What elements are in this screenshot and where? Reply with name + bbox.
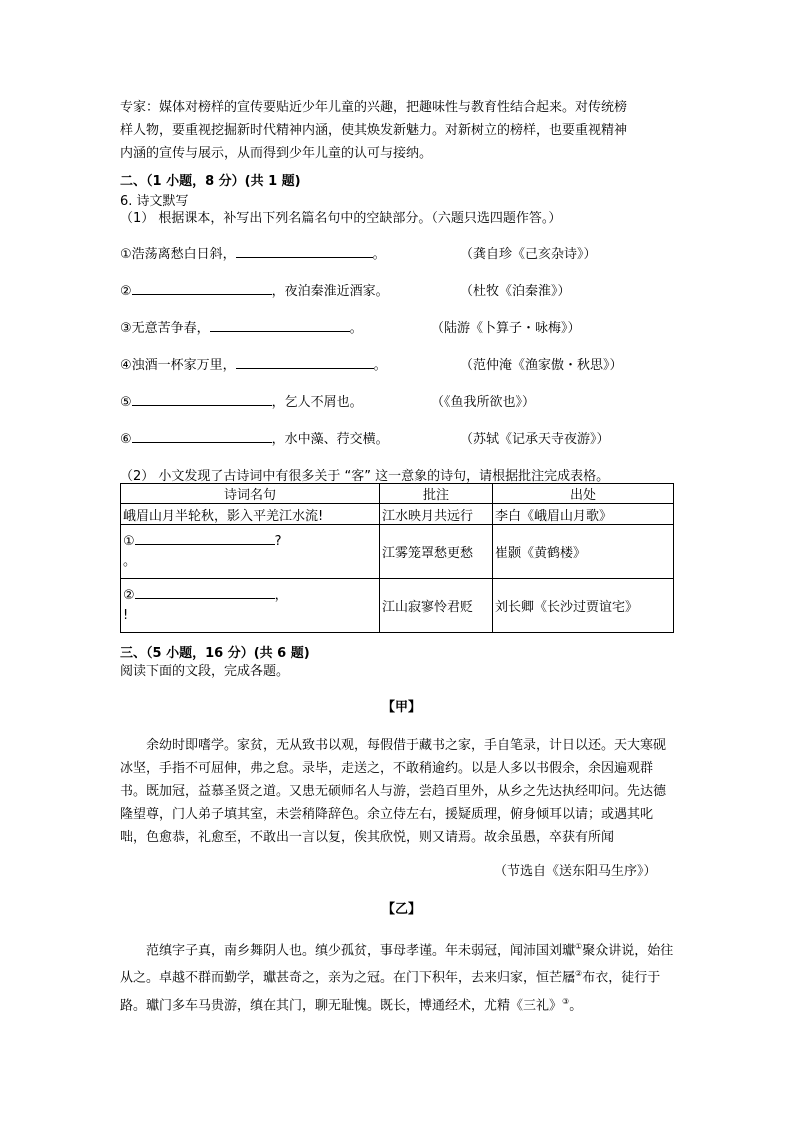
table-row bbox=[121, 579, 674, 633]
fill-item-prefix: ⑤ bbox=[120, 395, 132, 410]
answer-blank[interactable] bbox=[132, 393, 272, 406]
answer-blank[interactable] bbox=[132, 430, 272, 443]
fill-item-2-source: （杜牧《泊秦淮》） bbox=[460, 284, 571, 299]
fill-item-6 bbox=[120, 428, 389, 447]
section-3-intro: 阅读下面的文段，完成各题。 bbox=[120, 664, 290, 679]
passage-yi-part-1: 范缜字子真，南乡舞阴人也。缜少孤贫，事母孝谨。年未弱冠，闻沛国刘瓛 bbox=[146, 943, 576, 959]
table-cell-note: 江水映月共远行 bbox=[380, 504, 493, 525]
fill-item-suffix: 。 bbox=[349, 321, 363, 336]
table-cell-poem: 峨眉山月半轮秋，影入平羌江水流! bbox=[121, 504, 380, 525]
fill-item-suffix: 。 bbox=[372, 247, 386, 262]
passage-yi-title: 【乙】 bbox=[382, 902, 422, 917]
fill-item-4-source: （范仲淹《渔家傲・秋思》） bbox=[460, 358, 623, 373]
answer-blank[interactable] bbox=[135, 586, 275, 599]
row-end-punct: ? bbox=[274, 533, 282, 549]
fill-item-2 bbox=[120, 280, 389, 299]
fill-item-suffix: ，水中藻、荇交横。 bbox=[271, 432, 389, 447]
row-end-punct-2: ! bbox=[123, 607, 129, 623]
passage-jia-text: 余幼时即嗜学。家贫，无从致书以观，每假借于藏书之家，手自笔录，计日以还。天大寒砚冰坚，手指不可屈伸，弗之怠。录毕，走送之，不敢稍逾约。以是人多以书假余，余因遍观群书。既加冠，益慕圣贤之道。又患无硕师名人与游，尝趋百里外，从乡之先达执经叩问。先达德隆望尊，门人弟子填其室，未尝稍降辞色。余立侍左右，援疑质理，俯身倾耳以请；或遇其叱咄，色愈恭，礼愈至，不敢出一言以复，俟其欣悦，则又请焉。故余虽愚，卒获有所闻 bbox=[120, 738, 667, 845]
passage-yi-part-3: 布衣，徒行于路。瓛门多车马贵游，缜在其门，聊无耻愧。既长，博通经术，尤精《三礼》 bbox=[120, 970, 661, 1013]
sub-question-2: （2） 小文发现了古诗词中有很多关于 “客” 这一意象的诗句，请根据批注完成表格。 bbox=[120, 469, 610, 484]
fill-item-prefix: ⑥ bbox=[120, 432, 132, 447]
fill-item-suffix: 。 bbox=[373, 358, 387, 373]
section-2-heading: 二、（1 小题，8 分）(共 1 题) bbox=[120, 174, 301, 189]
table-header-note: 批注 bbox=[380, 484, 493, 504]
fill-item-3 bbox=[120, 317, 363, 336]
expert-line-2: 样人物，要重视挖掘新时代精神内涵，使其焕发新魅力。对新树立的榜样，也要重视精神 bbox=[120, 123, 628, 138]
passage-jia-source: （节选自《送东阳马生序》） bbox=[494, 864, 657, 879]
fill-item-suffix: ，夜泊秦淮近酒家。 bbox=[271, 284, 389, 299]
answer-blank[interactable] bbox=[236, 356, 374, 369]
fill-item-prefix: ①浩荡离愁白日斜， bbox=[120, 247, 236, 262]
question-6-title: 6. 诗文默写 bbox=[120, 194, 189, 209]
sub-question-1: （1） 根据课本，补写出下列名篇名句中的空缺部分。（六题只选四题作答。） bbox=[120, 211, 562, 226]
passage-yi-part-4: 。 bbox=[569, 997, 583, 1013]
passage-yi-text bbox=[120, 935, 676, 1017]
passage-yi-part-2: 聚众讲说，始往从之。卓越不群而勤学，瓛甚奇之，亲为之冠。在门下积年，去来归家，恒芒屩 bbox=[120, 943, 674, 986]
fill-item-suffix: ，乞人不屑也。 bbox=[271, 395, 363, 410]
poem-table bbox=[120, 483, 674, 633]
answer-blank[interactable] bbox=[236, 245, 373, 258]
row-end-punct: ， bbox=[274, 587, 288, 603]
fill-item-5 bbox=[120, 391, 363, 410]
table-cell-poem bbox=[121, 525, 380, 579]
table-cell-source: 崔颢《黄鹤楼》 bbox=[493, 525, 674, 579]
table-cell-poem bbox=[121, 579, 380, 633]
table-row bbox=[121, 525, 674, 579]
answer-blank[interactable] bbox=[210, 319, 350, 332]
table-header-source: 出处 bbox=[493, 484, 674, 504]
fill-item-1 bbox=[120, 243, 386, 262]
table-cell-source: 李白《峨眉山月歌》 bbox=[493, 504, 674, 525]
expert-line-3: 内涵的宣传与展示，从而得到少年儿童的认可与接纳。 bbox=[120, 146, 433, 161]
fill-item-prefix: ③无意苦争春， bbox=[120, 321, 210, 336]
table-cell-note: 江雾笼罩愁更愁 bbox=[380, 525, 493, 579]
passage-jia-title: 【甲】 bbox=[382, 700, 422, 715]
table-cell-source: 刘长卿《长沙过贾谊宅》 bbox=[493, 579, 674, 633]
answer-blank[interactable] bbox=[135, 532, 275, 545]
table-cell-note: 江山寂寥怜君贬 bbox=[380, 579, 493, 633]
row-mark: ② bbox=[123, 587, 135, 603]
fill-item-3-source: （陆游《卜算子・咏梅》） bbox=[431, 321, 581, 336]
row-end-punct-2: 。 bbox=[123, 553, 137, 569]
fill-item-5-source: （《鱼我所欲也》） bbox=[431, 395, 536, 410]
fill-item-1-source: （龚自珍《己亥杂诗》） bbox=[460, 247, 597, 262]
table-row bbox=[121, 504, 674, 525]
row-mark: ① bbox=[123, 533, 135, 549]
fill-item-prefix: ④浊酒一杯家万里， bbox=[120, 358, 236, 373]
section-3-heading: 三、（5 小题，16 分）(共 6 题) bbox=[120, 646, 310, 661]
footnote-mark-1: ① bbox=[575, 942, 583, 951]
footnote-mark-2: ② bbox=[575, 969, 583, 979]
table-header-poem: 诗词名句 bbox=[121, 484, 380, 504]
expert-line-1: 专家：媒体对榜样的宣传要贴近少年儿童的兴趣，把趣味性与教育性结合起来。对传统榜 bbox=[120, 100, 628, 115]
fill-item-6-source: （苏轼《记承天寺夜游》） bbox=[460, 432, 610, 447]
fill-item-4 bbox=[120, 354, 387, 373]
fill-item-prefix: ② bbox=[120, 284, 132, 299]
answer-blank[interactable] bbox=[132, 282, 272, 295]
expert-paragraph bbox=[120, 96, 680, 165]
footnote-mark-3: ③ bbox=[562, 996, 570, 1006]
